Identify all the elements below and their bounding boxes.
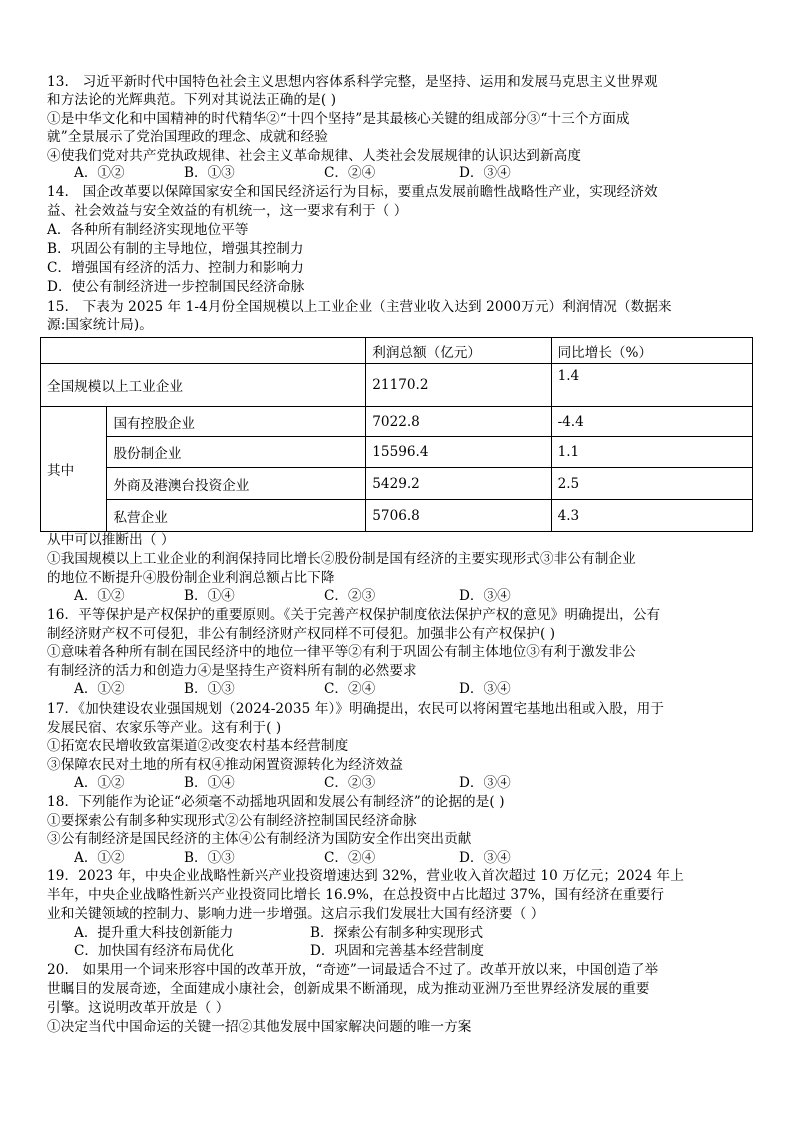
q14-choice-d[interactable]: D．使公有制经济进一步控制国民经济命脉 [47, 279, 305, 295]
q16-choice-a[interactable]: A．①② [74, 681, 125, 697]
table-header-profit: 利润总额（亿元） [366, 338, 551, 364]
q15-choice-c[interactable]: C．②③ [324, 588, 376, 604]
table-cell-profit: 5706.8 [366, 500, 551, 532]
q19-choice-d[interactable]: D．巩固和完善基本经营制度 [310, 943, 485, 959]
table-header-row [41, 338, 753, 364]
q13-stem-line2: 和方法论的光辉典范。下列对其说法正确的是( ) [47, 92, 337, 108]
table-cell-total-label: 全国规模以上工业企业 [41, 364, 366, 407]
q15-choice-b[interactable]: B．①④ [184, 588, 235, 604]
table-cell-total-growth: 1.4 [551, 364, 752, 407]
q14-choice-b[interactable]: B．巩固公有制的主导地位，增强其控制力 [47, 241, 304, 257]
table-cell-name: 私营企业 [107, 500, 366, 532]
table-cell-growth: -4.4 [551, 407, 752, 437]
q17-choice-d[interactable]: D．③④ [459, 775, 511, 791]
q18-choice-d[interactable]: D．③④ [459, 850, 511, 866]
q13-option-line2: 就”全景展示了党治国理政的理念、成就和经验 [47, 129, 328, 145]
q18-option-line1: ①要探索公有制多种实现形式②公有制经济控制国民经济命脉 [47, 813, 417, 829]
q16-stem-line2: 制经济财产权不可侵犯，非公有制经济财产权同样不可侵犯。加强非公有产权保护( ) [47, 626, 556, 642]
q15-stem-line1: 15. 下表为 2025 年 1-4月份全国规模以上工业企业（主营业收入达到 2000万元）利润情况（数据来 [47, 299, 672, 315]
q14-stem-line2: 益、社会效益与安全效益的有机统一，这一要求有利于（ ） [47, 203, 408, 219]
q14-choice-a[interactable]: A．各种所有制经济实现地位平等 [47, 222, 249, 238]
q19-stem-line2: 半年，中央企业战略性新兴产业投资同比增长 16.9%，在总投资中占比超过 37%，国有经济在重要行 [47, 887, 665, 903]
table-cell-name: 股份制企业 [107, 437, 366, 468]
table-cell-name: 国有控股企业 [107, 407, 366, 437]
table-cell-total-profit: 21170.2 [366, 364, 551, 407]
q15-option-line2: 的地位不断提升④股份制企业利润总额占比下降 [47, 570, 335, 586]
table-cell-growth: 4.3 [551, 500, 752, 532]
table-row [41, 407, 753, 437]
profit-table [40, 337, 753, 532]
q20-stem-line3: 引擎。这说明改革开放是（ ） [47, 1000, 230, 1016]
q17-choice-a[interactable]: A．①② [74, 775, 125, 791]
q15-choice-d[interactable]: D．③④ [459, 588, 511, 604]
q15-option-line1: ①我国规模以上工业企业的利润保持同比增长②股份制是国有经济的主要实现形式③非公有制企业 [47, 551, 636, 567]
q18-choice-a[interactable]: A．①② [74, 850, 125, 866]
q13-choice-a[interactable]: A．①② [74, 165, 125, 181]
table-row [41, 468, 753, 500]
q17-stem-line2: 发展民宿、农家乐等产业。这有利于( ) [47, 720, 282, 736]
table-cell-profit: 5429.2 [366, 468, 551, 500]
q16-option-line1: ①意味着各种所有制在国民经济中的地位一律平等②有利于巩固公有制主体地位③有利于激发非公 [47, 644, 636, 660]
q16-choice-c[interactable]: C．②④ [324, 681, 376, 697]
q13-choice-b[interactable]: B．①③ [184, 165, 235, 181]
q16-choice-b[interactable]: B．①③ [184, 681, 235, 697]
q20-stem-line1: 20. 如果用一个词来形容中国的改革开放，“奇迹”一词最适合不过了。改革开放以来，中国创造了举 [47, 962, 659, 978]
table-header-growth: 同比增长（%） [551, 338, 752, 364]
q18-choice-b[interactable]: B．①③ [184, 850, 235, 866]
q16-option-line2: 有制经济的活力和创造力④是坚持生产资料所有制的必然要求 [47, 663, 417, 679]
q19-stem-line1: 19．2023 年，中央企业战略性新兴产业投资增速达到 32%，营业收入首次超过 10 万亿元；2024 年上 [47, 868, 684, 884]
q17-choice-c[interactable]: C．②③ [324, 775, 376, 791]
q18-choice-c[interactable]: C．②④ [324, 850, 376, 866]
q16-choice-d[interactable]: D．③④ [459, 681, 511, 697]
q14-choice-c[interactable]: C．增强国有经济的活力、控制力和影响力 [47, 260, 304, 276]
q15-after-table: 从中可以推断出（ ） [47, 532, 175, 548]
table-row-total [41, 364, 753, 407]
q19-choice-b[interactable]: B．探索公有制多种实现形式 [310, 925, 484, 941]
q18-stem-line1: 18．下列能作为论证“必须毫不动摇地巩固和发展公有制经济”的论据的是( ) [47, 794, 505, 810]
q14-stem-line1: 14. 国企改革要以保障国家安全和国民经济运行为目标，要重点发展前瞻性战略性产业，实现经济效 [47, 184, 658, 200]
q17-stem-line1: 17．《加快建设农业强国规划（2024-2035 年）》明确提出，农民可以将闲置宅基地出租或入股，用于 [47, 701, 665, 717]
table-cell-profit: 15596.4 [366, 437, 551, 468]
q19-stem-line3: 业和关键领域的控制力、影响力进一步增强。这启示我们发展壮大国有经济要（ ） [47, 906, 545, 922]
q13-option-line3: ④使我们党对共产党执政规律、社会主义革命规律、人类社会发展规律的认识达到新高度 [47, 148, 582, 164]
q17-choice-b[interactable]: B．①④ [184, 775, 235, 791]
table-row [41, 500, 753, 532]
table-cell-name: 外商及港澳台投资企业 [107, 468, 366, 500]
table-cell-group-label: 其中 [41, 407, 107, 532]
q13-choice-d[interactable]: D．③④ [459, 165, 511, 181]
q20-option-line1: ①决定当代中国命运的关键一招②其他发展中国家解决问题的唯一方案 [47, 1019, 472, 1035]
q19-choice-a[interactable]: A．提升重大科技创新能力 [74, 925, 234, 941]
q18-option-line2: ③公有制经济是国民经济的主体④公有制经济为国防安全作出突出贡献 [47, 831, 472, 847]
q15-choice-a[interactable]: A．①② [74, 588, 125, 604]
table-row [41, 437, 753, 468]
table-cell-growth: 2.5 [551, 468, 752, 500]
q15-stem-line2: 源:国家统计局)。 [47, 317, 153, 333]
table-cell-growth: 1.1 [551, 437, 752, 468]
q17-option-line1: ①拓宽农民增收致富渠道②改变农村基本经营制度 [47, 738, 349, 754]
q19-choice-c[interactable]: C．加快国有经济布局优化 [74, 943, 234, 959]
q13-option-line1: ①是中华文化和中国精神的时代精华②“十四个坚持”是其最核心关键的组成部分③“十三个方面成 [47, 111, 630, 127]
q13-choice-c[interactable]: C．②④ [324, 165, 376, 181]
q13-stem-line1: 13. 习近平新时代中国特色社会主义思想内容体系科学完整，是坚持、运用和发展马克思主义世界观 [47, 74, 658, 90]
q17-option-line2: ③保障农民对土地的所有权④推动闲置资源转化为经济效益 [47, 757, 404, 773]
table-header-blank [41, 338, 366, 364]
table-cell-profit: 7022.8 [366, 407, 551, 437]
q20-stem-line2: 世瞩目的发展奇迹，全面建成小康社会，创新成果不断涌现，成为推动亚洲乃至世界经济发展的重要 [47, 981, 650, 997]
q16-stem-line1: 16．平等保护是产权保护的重要原则。《关于完善产权保护制度依法保护产权的意见》明确提出，公有 [47, 607, 661, 623]
